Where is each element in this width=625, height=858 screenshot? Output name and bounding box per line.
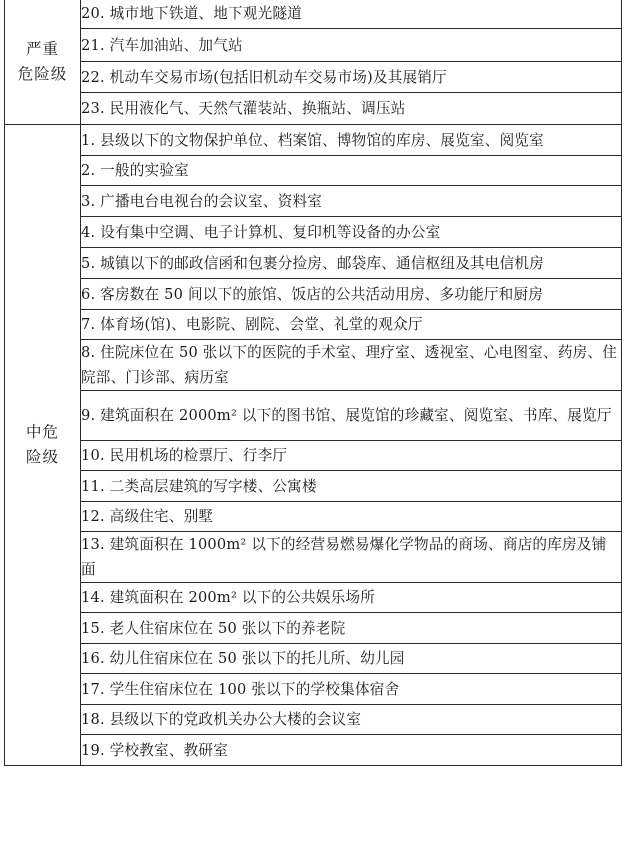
table-body <box>5 0 622 766</box>
hazard-level-label: 严重 <box>25 39 59 58</box>
hazard-level-table <box>4 0 622 766</box>
table-row <box>5 583 622 613</box>
occupancy-item: 9. 建筑面积在 2000m² 以下的图书馆、展览馆的珍藏室、阅览室、书库、展览厅 <box>81 391 622 441</box>
table-row <box>5 186 622 217</box>
occupancy-item: 5. 城镇以下的邮政信函和包裹分捡房、邮袋库、通信枢纽及其电信机房 <box>81 248 622 279</box>
hazard-level-cell <box>5 125 81 766</box>
occupancy-item: 15. 老人住宿床位在 50 张以下的养老院 <box>81 613 622 644</box>
table-row <box>5 502 622 532</box>
hazard-level-cell <box>5 0 81 125</box>
occupancy-item: 4. 设有集中空调、电子计算机、复印机等设备的办公室 <box>81 217 622 248</box>
occupancy-item: 14. 建筑面积在 200m² 以下的公共娱乐场所 <box>81 583 622 613</box>
table-row <box>5 674 622 705</box>
occupancy-item: 17. 学生住宿床位在 100 张以下的学校集体宿舍 <box>81 674 622 705</box>
table-row <box>5 613 622 644</box>
table-row <box>5 735 622 766</box>
occupancy-item: 2. 一般的实验室 <box>81 156 622 186</box>
table-row <box>5 217 622 248</box>
hazard-level-label: 中危 <box>25 423 59 441</box>
hazard-level-label: 危险级 <box>17 64 68 83</box>
occupancy-item: 3. 广播电台电视台的会议室、资料室 <box>81 186 622 217</box>
table-row <box>5 705 622 735</box>
table-row <box>5 441 622 471</box>
table-row <box>5 0 622 29</box>
table-row <box>5 279 622 310</box>
occupancy-item: 10. 民用机场的检票厅、行李厅 <box>81 441 622 471</box>
occupancy-item: 23. 民用液化气、天然气灌装站、换瓶站、调压站 <box>81 93 622 125</box>
occupancy-item: 11. 二类高层建筑的写字楼、公寓楼 <box>81 471 622 502</box>
occupancy-item: 8. 住院床位在 50 张以下的医院的手术室、理疗室、透视室、心电图室、药房、住院部、门诊部、病历室 <box>81 340 622 391</box>
occupancy-item: 6. 客房数在 50 间以下的旅馆、饭店的公共活动用房、多功能厅和厨房 <box>81 279 622 310</box>
table-row <box>5 29 622 62</box>
occupancy-item: 22. 机动车交易市场(包括旧机动车交易市场)及其展销厅 <box>81 62 622 93</box>
table-row <box>5 156 622 186</box>
occupancy-item: 19. 学校教室、教研室 <box>81 735 622 766</box>
occupancy-item: 1. 县级以下的文物保护单位、档案馆、博物馆的库房、展览室、阅览室 <box>81 125 622 156</box>
occupancy-item: 7. 体育场(馆)、电影院、剧院、会堂、礼堂的观众厅 <box>81 310 622 340</box>
occupancy-item: 21. 汽车加油站、加气站 <box>81 29 622 62</box>
table-row <box>5 93 622 125</box>
table-row <box>5 62 622 93</box>
table-row <box>5 125 622 156</box>
table-row <box>5 248 622 279</box>
table-row <box>5 340 622 391</box>
table-row <box>5 471 622 502</box>
table-row <box>5 532 622 583</box>
occupancy-item: 18. 县级以下的党政机关办公大楼的会议室 <box>81 705 622 735</box>
table-row <box>5 644 622 674</box>
table-row <box>5 310 622 340</box>
hazard-level-label: 险级 <box>25 448 59 466</box>
table-row <box>5 391 622 441</box>
occupancy-item: 16. 幼儿住宿床位在 50 张以下的托儿所、幼儿园 <box>81 644 622 674</box>
occupancy-item: 20. 城市地下铁道、地下观光隧道 <box>81 0 622 29</box>
occupancy-item: 12. 高级住宅、别墅 <box>81 502 622 532</box>
occupancy-item: 13. 建筑面积在 1000m² 以下的经营易燃易爆化学物品的商场、商店的库房及铺面 <box>81 532 622 583</box>
